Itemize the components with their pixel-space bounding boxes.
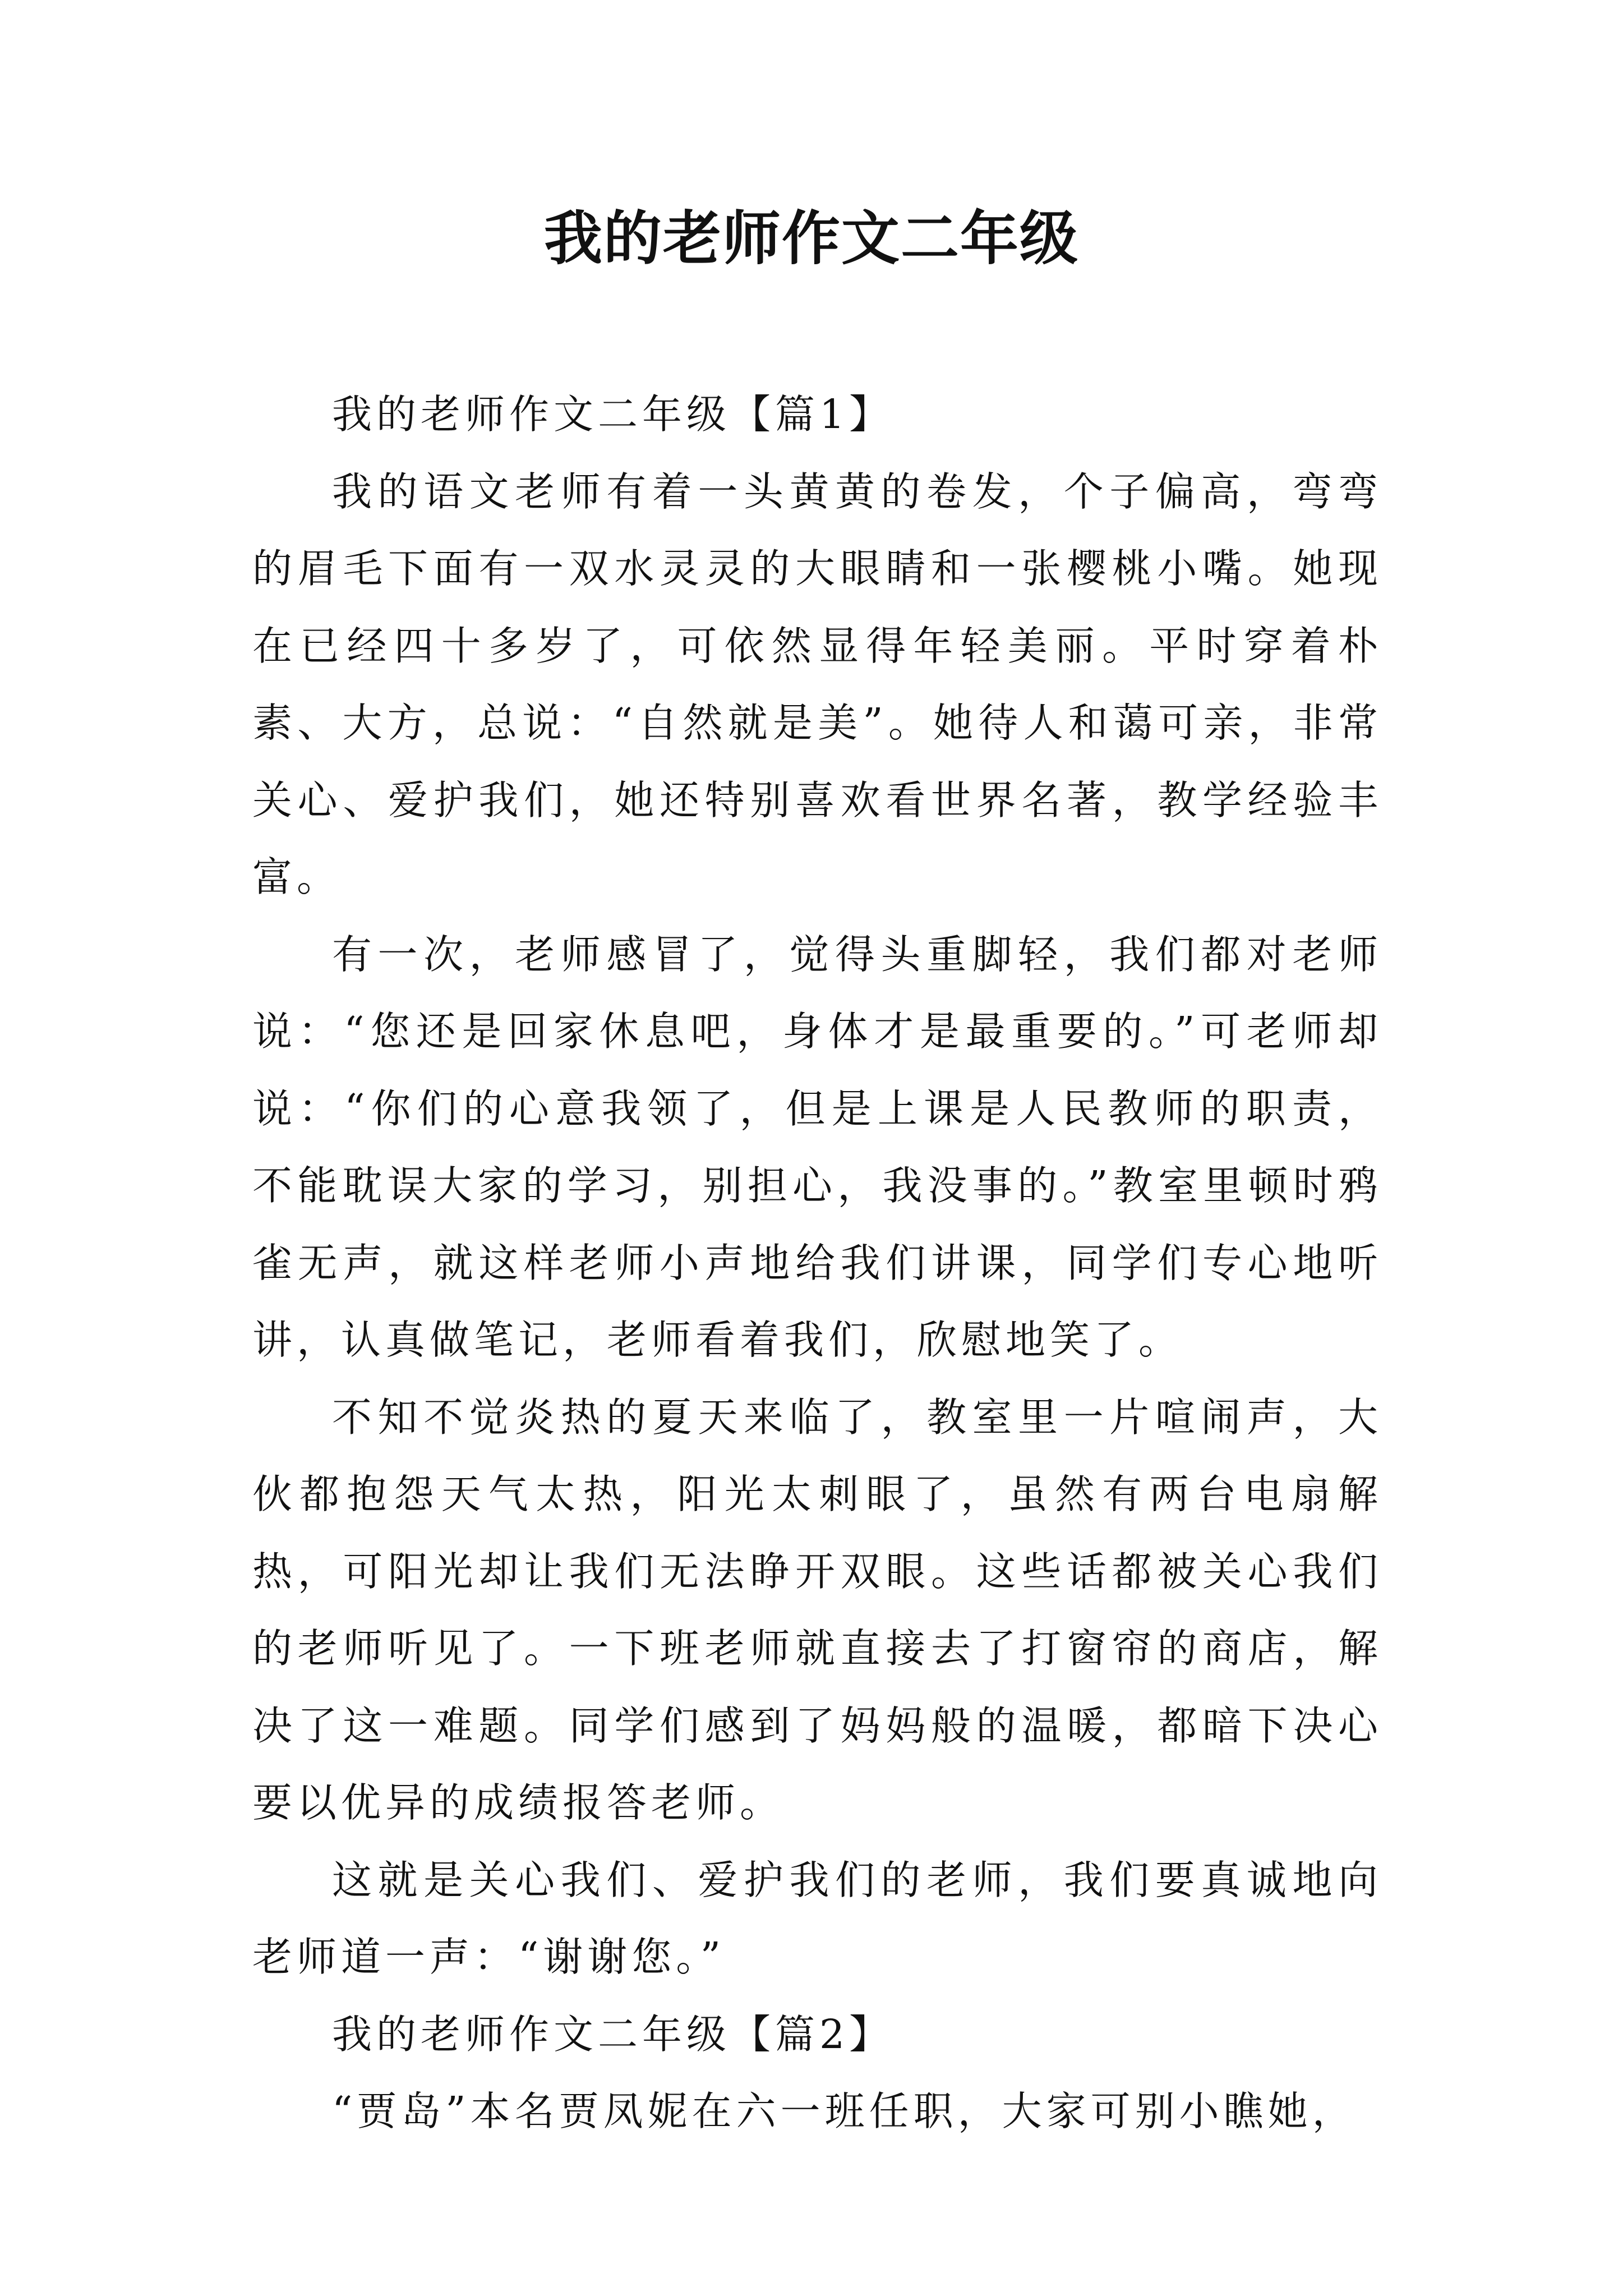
section-heading-1: 我的老师作文二年级【篇1】 [332, 391, 894, 438]
paragraph: “贾岛”本名贾凤妮在六一班任职，大家可别小瞧她， [332, 2088, 1357, 2134]
paragraph: 不知不觉炎热的夏天来临了，教室里一片喧闹声，大伙都抱怨天气太热，阳光太刺眼了，虽然有两台电扇解热，可阳光却让我们无法睁开双眼。这些话都被关心我们的老师听见了。一下班老师就直接去了打窗帘的商店，解决了这一难题。同学们感到了妈妈般的温暖，都暗下决心要以优异的成绩报答老师。 [252, 1393, 1382, 1826]
document-title: 我的老师作文二年级 [543, 204, 1079, 273]
document-body [252, 376, 1382, 2150]
paragraph: 有一次，老师感冒了，觉得头重脚轻，我们都对老师说：“您还是回家休息吧，身体才是最重要的。”可老师却说：“你们的心意我领了，但是上课是人民教师的职责，不能耽误大家的学习，别担心，我没事的。”教室里顿时鸦雀无声，就这样老师小声地给我们讲课，同学们专心地听讲，认真做笔记，老师看着我们，欣慰地笑了。 [252, 931, 1382, 1363]
section-heading-2: 我的老师作文二年级【篇2】 [332, 2010, 894, 2058]
paragraph: 这就是关心我们、爱护我们的老师，我们要真诚地向老师道一声：“谢谢您。” [252, 1856, 1382, 1980]
paragraph: 我的语文老师有着一头黄黄的卷发，个子偏高，弯弯的眉毛下面有一双水灵灵的大眼睛和一张樱桃小嘴。她现在已经四十多岁了，可依然显得年轻美丽。平时穿着朴素、大方，总说：“自然就是美”。她待人和蔼可亲，非常关心、爱护我们，她还特别喜欢看世界名著，教学经验丰富。 [252, 468, 1382, 900]
